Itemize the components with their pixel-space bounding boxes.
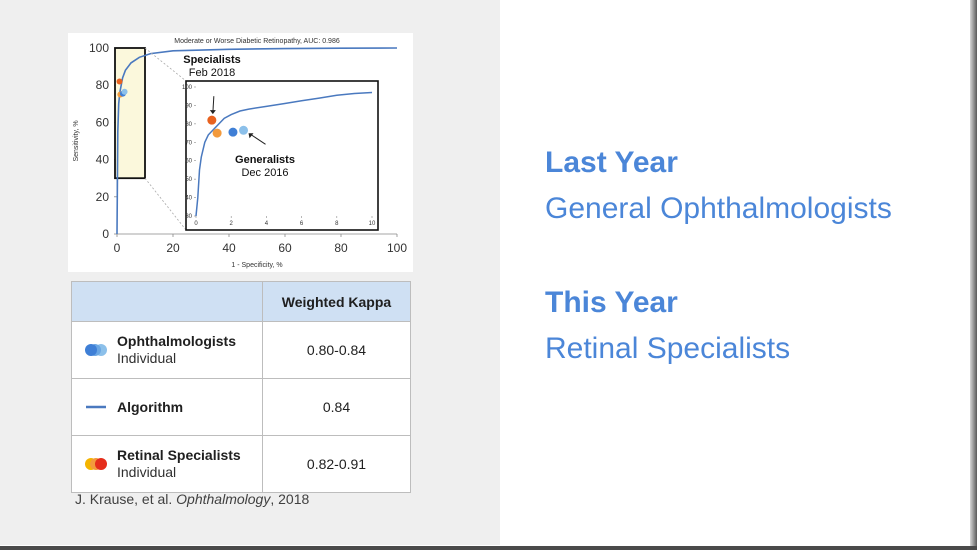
table-header-kappa: Weighted Kappa bbox=[263, 282, 411, 322]
generalists-annotation bbox=[223, 154, 307, 180]
y-tick-label: 80 bbox=[95, 78, 109, 93]
row-label-main: Ophthalmologists bbox=[117, 333, 236, 349]
table-header-row bbox=[72, 282, 411, 322]
window-edge-right bbox=[970, 0, 977, 550]
blue-line-icon bbox=[83, 400, 111, 414]
inset-y-tick-label: 100 bbox=[181, 85, 192, 91]
table-row bbox=[72, 379, 411, 436]
zoom-region bbox=[115, 48, 145, 178]
table-row-value: 0.82-0.91 bbox=[263, 436, 411, 493]
generalists-date: Dec 2016 bbox=[241, 167, 289, 179]
orange-red-dots-icon bbox=[83, 457, 111, 471]
row-label-sub: Individual bbox=[117, 464, 177, 480]
window-edge-bottom bbox=[0, 546, 977, 550]
right-panel bbox=[500, 0, 970, 545]
inset-y-tick-label: 60 bbox=[185, 158, 192, 165]
last-year-value: General Ophthalmologists bbox=[545, 192, 892, 225]
table-row bbox=[72, 322, 411, 379]
x-tick-label: 60 bbox=[278, 241, 292, 255]
table-row-value: 0.84 bbox=[263, 379, 411, 436]
y-axis-label: Sensitivity, % bbox=[73, 120, 80, 162]
generalists-point-inset bbox=[239, 126, 248, 135]
generalists-point-main bbox=[122, 89, 128, 95]
generalists-point-inset bbox=[228, 128, 237, 137]
generalists-title: Generalists bbox=[235, 154, 295, 166]
y-tick-label: 100 bbox=[88, 41, 109, 55]
inset-x-tick-label: 6 bbox=[299, 221, 304, 227]
blue-dots-icon bbox=[83, 343, 111, 357]
x-axis-label: 1 - Specificity, % bbox=[231, 262, 283, 269]
x-tick-label: 20 bbox=[166, 241, 180, 255]
x-tick-label: 0 bbox=[113, 241, 121, 255]
x-tick-label: 40 bbox=[222, 241, 236, 255]
last-year-heading: Last Year bbox=[545, 146, 678, 179]
table-header-empty bbox=[72, 282, 263, 322]
kappa-table bbox=[71, 281, 411, 493]
table-row-value: 0.80-0.84 bbox=[263, 322, 411, 379]
citation-year: , 2018 bbox=[270, 491, 310, 507]
y-tick-label: 40 bbox=[95, 152, 109, 167]
specialists-annotation bbox=[174, 54, 250, 80]
inset-x-tick-label: 8 bbox=[335, 221, 339, 227]
y-tick-label: 0 bbox=[102, 227, 109, 241]
specialists-date: Feb 2018 bbox=[188, 67, 236, 79]
this-year-value: Retinal Specialists bbox=[545, 332, 791, 365]
inset-y-tick-label: 50 bbox=[185, 177, 192, 184]
inset-x-tick-label: 10 bbox=[368, 221, 376, 227]
citation-authors: J. Krause, et al. bbox=[75, 491, 177, 507]
this-year-heading: This Year bbox=[545, 286, 678, 319]
specialists-point-inset bbox=[213, 129, 222, 138]
inset-x-tick-label: 4 bbox=[264, 221, 269, 227]
roc-chart bbox=[68, 33, 413, 272]
y-tick-label: 20 bbox=[95, 189, 109, 204]
inset-y-tick-label: 90 bbox=[185, 103, 192, 110]
x-tick-label: 80 bbox=[334, 241, 348, 255]
x-tick-label: 100 bbox=[386, 241, 408, 255]
specialists-title: Specialists bbox=[183, 54, 241, 66]
inset-y-tick-label: 70 bbox=[185, 140, 192, 147]
specialists-point-main bbox=[117, 78, 123, 84]
zoom-connector bbox=[145, 178, 186, 230]
inset-y-tick-label: 80 bbox=[185, 121, 192, 128]
citation-journal: Ophthalmology bbox=[176, 491, 271, 507]
row-label-sub: Individual bbox=[117, 350, 177, 366]
inset-x-tick-label: 0 bbox=[194, 221, 198, 227]
inset-y-tick-label: 30 bbox=[185, 214, 192, 220]
table-row bbox=[72, 436, 411, 493]
inset-x-tick-label: 2 bbox=[229, 221, 233, 227]
table-row-label bbox=[72, 322, 263, 379]
table-row-label bbox=[72, 379, 263, 436]
specialists-point-inset bbox=[207, 116, 216, 125]
inset-y-tick-label: 40 bbox=[185, 195, 192, 202]
y-tick-label: 60 bbox=[95, 115, 109, 130]
row-label-main: Algorithm bbox=[117, 398, 184, 415]
citation bbox=[75, 491, 309, 507]
row-label-main: Retinal Specialists bbox=[117, 447, 241, 463]
chart-title: Moderate or Worse Diabetic Retinopathy, AUC: 0.986 bbox=[174, 38, 340, 45]
table-row-label bbox=[72, 436, 263, 493]
